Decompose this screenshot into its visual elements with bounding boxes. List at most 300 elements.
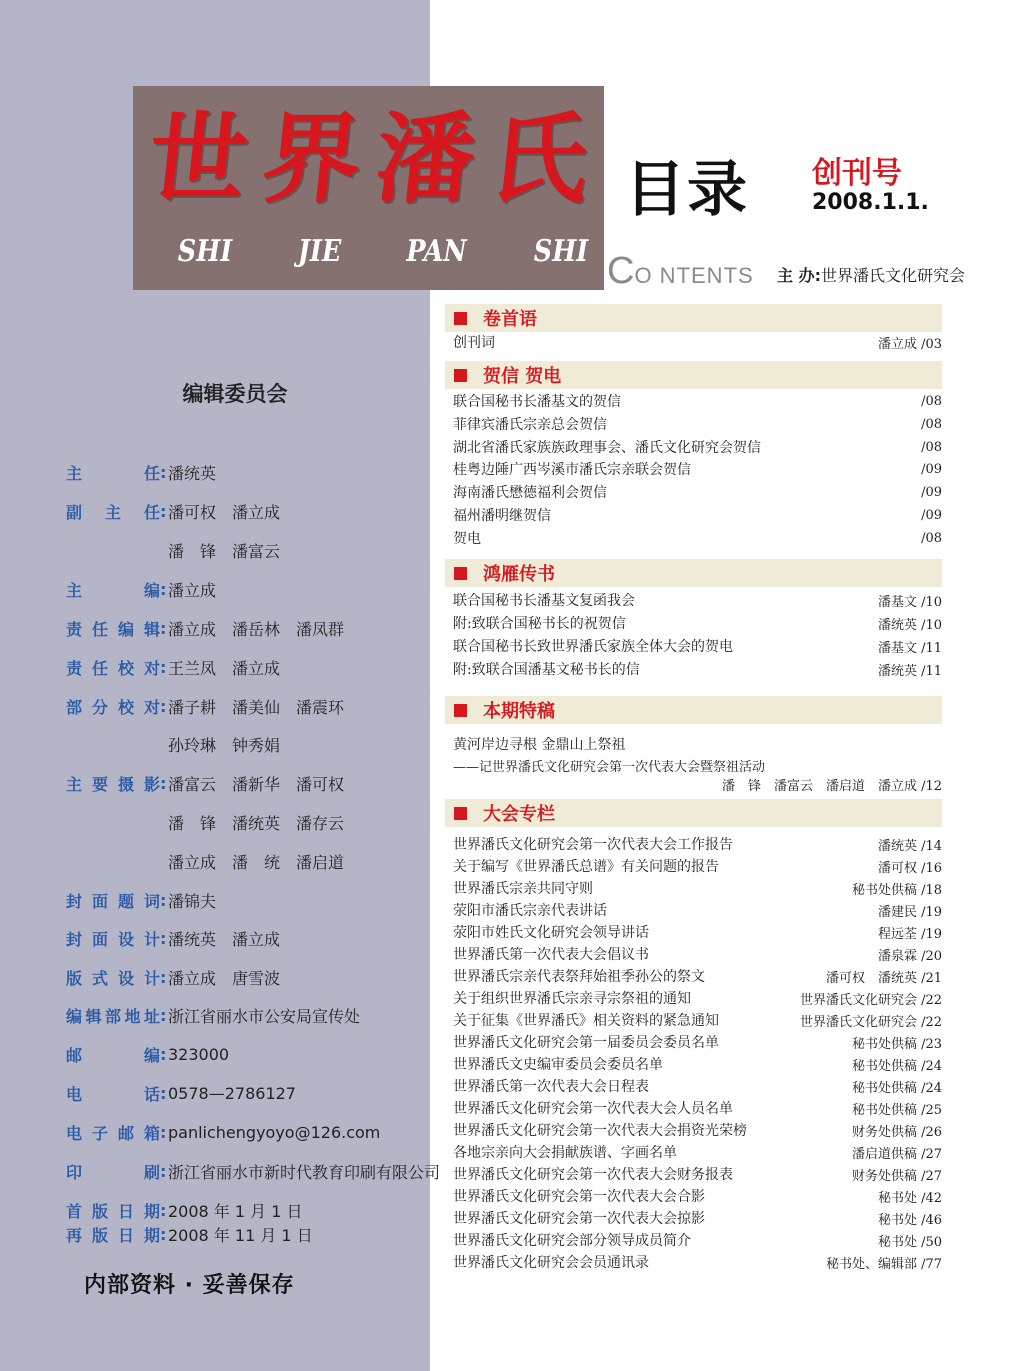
section-marker-icon — [454, 704, 467, 717]
toc-entry[interactable] — [453, 944, 942, 964]
board-name: 潘富云 — [232, 541, 281, 561]
board-role-char: 责 — [66, 658, 83, 678]
board-name: 2008 年 1 月 1 日 — [168, 1201, 303, 1221]
board-names — [168, 1160, 456, 1183]
toc-entry-page: 潘泉霖 /20 — [877, 948, 942, 964]
host-line — [777, 263, 965, 286]
board-role — [66, 1082, 160, 1105]
board-names — [168, 695, 360, 718]
board-name: 潘 统 — [232, 852, 281, 872]
board-role-char: 摄 — [117, 774, 134, 794]
board-colon: : — [160, 657, 167, 677]
section-title: 卷首语 — [483, 309, 537, 330]
board-name: 孙玲琳 — [168, 735, 217, 755]
toc-entry-page: 财务处供稿 /27 — [851, 1168, 942, 1184]
board-role-char: 刷 — [143, 1162, 160, 1182]
board-name: 潘立成 — [168, 619, 217, 639]
board-names — [168, 1123, 396, 1142]
toc-entry[interactable] — [453, 1252, 942, 1272]
board-colon: : — [160, 618, 167, 638]
toc-entry[interactable] — [453, 414, 942, 434]
masthead-romanized — [173, 234, 593, 269]
masthead-roman-word: SHI — [533, 234, 589, 269]
board-role — [66, 500, 160, 523]
toc-entry[interactable] — [453, 966, 942, 986]
board-row — [66, 733, 296, 755]
board-names — [168, 1223, 329, 1246]
board-role-char: 分 — [91, 697, 108, 717]
contents-word — [607, 250, 754, 293]
board-role — [66, 1199, 160, 1222]
board-names — [168, 966, 296, 989]
toc-entry-page: /08 — [921, 530, 942, 546]
toc-entry-title: 世界潘氏文化研究会第一次代表大会掠影 — [453, 1211, 705, 1227]
toc-entry[interactable] — [453, 505, 942, 525]
board-name: 潘统英 — [232, 813, 281, 833]
board-row — [66, 578, 232, 600]
board-role-char: 印 — [66, 1162, 83, 1182]
board-role-char: 编 — [66, 1006, 83, 1026]
board-role-char: 址 — [143, 1006, 160, 1026]
board-role-char: 日 — [117, 1201, 134, 1221]
toc-entry[interactable] — [453, 1208, 942, 1228]
board-role-char: 对 — [143, 697, 160, 717]
toc-entry-title: 关于组织世界潘氏宗亲寻宗祭祖的通知 — [453, 991, 691, 1007]
toc-section-header — [445, 799, 942, 827]
toc-entry-title: 联合国秘书长潘基文的贺信 — [453, 394, 621, 410]
board-role — [66, 617, 160, 640]
board-row — [66, 617, 360, 639]
board-names — [168, 500, 296, 523]
toc-entry-title: 关于征集《世界潘氏》相关资料的紧急通知 — [453, 1013, 719, 1029]
masthead-title — [133, 102, 604, 217]
masthead-roman-word: PAN — [406, 234, 468, 269]
toc-entry[interactable] — [453, 590, 942, 610]
board-colon: : — [160, 1224, 167, 1244]
toc-entry[interactable] — [453, 922, 942, 942]
toc-entry-title: 湖北省潘氏家族族政理事会、潘氏文化研究会贺信 — [453, 440, 761, 456]
board-name: 潘可权 — [168, 502, 217, 522]
board-colon: : — [160, 462, 167, 482]
toc-entry-title: 联合国秘书长致世界潘氏家族全体大会的贺电 — [453, 639, 733, 655]
toc-entry[interactable] — [453, 1230, 942, 1250]
board-role-char: 面 — [91, 891, 108, 911]
board-row — [66, 1199, 319, 1221]
board-name: 潘锦夫 — [168, 891, 217, 911]
toc-entry-title: 世界潘氏文化研究会第一次代表大会人员名单 — [453, 1101, 733, 1117]
toc-entry[interactable] — [453, 1032, 942, 1052]
board-name: 浙江省丽水市公安局宣传处 — [168, 1006, 361, 1026]
board-role-char: 对 — [143, 658, 160, 678]
toc-entry-title: 世界潘氏文化研究会第一届委员会委员名单 — [453, 1035, 719, 1051]
board-name: 潘美仙 — [232, 697, 281, 717]
toc-entry-title: 世界潘氏文化研究会第一次代表大会工作报告 — [453, 837, 733, 853]
toc-entry-page: 潘可权 /16 — [877, 860, 942, 876]
board-name: 潘立成 — [232, 658, 281, 678]
toc-entry-page: 潘统英 /10 — [877, 617, 942, 633]
board-name: 潘存云 — [296, 813, 345, 833]
board-colon: : — [160, 696, 167, 716]
board-role-char: 部 — [66, 697, 83, 717]
board-role-char: 辑 — [85, 1006, 102, 1026]
board-role-char: 任 — [91, 658, 108, 678]
board-colon: : — [160, 1161, 167, 1181]
board-role-char: 校 — [117, 658, 134, 678]
board-row — [66, 1223, 329, 1245]
toc-entry-page: /08 — [921, 416, 942, 432]
board-role — [66, 695, 160, 718]
toc-entry[interactable] — [453, 1054, 942, 1074]
toc-entry[interactable] — [453, 636, 942, 656]
board-role-char: 主 — [66, 463, 83, 483]
toc-entry[interactable] — [453, 878, 942, 898]
board-name: 潘立成 — [232, 502, 281, 522]
toc-entry-title: 附:致联合国潘基文秘书长的信 — [453, 662, 640, 678]
board-row — [66, 656, 296, 678]
board-row — [66, 811, 360, 833]
board-colon: : — [160, 890, 167, 910]
toc-entry-page: 秘书处 /50 — [877, 1234, 942, 1250]
toc-entry-title: 海南潘氏懋德福利会贺信 — [453, 485, 607, 501]
toc-entry[interactable] — [453, 755, 942, 775]
toc-entry-title: 关于编写《世界潘氏总谱》有关问题的报告 — [453, 859, 719, 875]
board-role-char: 期 — [143, 1225, 160, 1245]
masthead-char: 界 — [256, 102, 367, 217]
toc-section-header — [445, 559, 942, 587]
toc-entry-title: 黄河岸边寻根 金鼎山上祭祖 — [453, 737, 626, 753]
board-role-char: 设 — [117, 968, 134, 988]
board-row — [66, 966, 296, 988]
toc-entry-page: /09 — [921, 507, 942, 523]
toc-entry[interactable] — [453, 391, 942, 411]
section-title: 本期特稿 — [483, 701, 555, 722]
masthead-roman-word: JIE — [297, 234, 341, 269]
board-colon: : — [160, 967, 167, 987]
board-names — [168, 617, 360, 640]
board-role — [66, 1121, 160, 1144]
board-role — [66, 656, 160, 679]
board-colon: : — [160, 1044, 167, 1064]
host-label: 主 办: — [777, 266, 821, 285]
board-title: 编辑委员会 — [182, 381, 288, 406]
board-row — [66, 927, 296, 949]
board-role-char: 主 — [66, 580, 83, 600]
board-colon: : — [160, 928, 167, 948]
toc-entry-page: 世界潘氏文化研究会 /22 — [799, 992, 942, 1008]
toc-entry-title: 世界潘氏宗亲共同守则 — [453, 881, 593, 897]
board-role — [66, 966, 160, 989]
board-role-char: 任 — [143, 463, 160, 483]
board-name: 323000 — [168, 1044, 230, 1064]
board-role-char: 邮 — [66, 1045, 83, 1065]
toc-entry-page: 潘统英 /11 — [877, 663, 942, 679]
board-role — [66, 889, 160, 912]
toc-entry-page: /09 — [921, 461, 942, 477]
board-name: 潘凤群 — [296, 619, 345, 639]
toc-entry[interactable] — [453, 1120, 942, 1140]
toc-entry-page: 财务处供稿 /26 — [851, 1124, 942, 1140]
board-row — [66, 1160, 456, 1182]
toc-entry[interactable] — [453, 459, 942, 479]
board-role-char: 编 — [143, 1045, 160, 1065]
board-name: 潘子耕 — [168, 697, 217, 717]
board-role-char: 设 — [117, 929, 134, 949]
contents-heading: 目录 — [625, 155, 749, 225]
toc-entry[interactable] — [453, 856, 942, 876]
toc-entry-title: 创刊词 — [453, 335, 495, 351]
board-name: 潘 锋 — [168, 813, 217, 833]
board-role-char: 箱 — [143, 1123, 160, 1143]
board-colon: : — [160, 501, 167, 521]
board-row — [66, 850, 360, 872]
board-names — [168, 889, 232, 912]
board-role-char: 要 — [91, 774, 108, 794]
toc-entry-title: 各地宗亲向大会捐献族谱、字画名单 — [453, 1145, 677, 1161]
toc-entry[interactable] — [453, 1164, 942, 1184]
board-role — [66, 1043, 160, 1066]
toc-entry-title: 联合国秘书长潘基文复函我会 — [453, 593, 635, 609]
board-name: 潘统英 — [168, 463, 217, 483]
board-role-char: 首 — [66, 1201, 83, 1221]
toc-entry[interactable] — [453, 437, 942, 457]
board-role-char: 词 — [143, 891, 160, 911]
board-role-char: 题 — [117, 891, 134, 911]
board-name: 潘立成 — [168, 852, 217, 872]
toc-entry-title: 世界潘氏宗亲代表祭拜始祖季孙公的祭文 — [453, 969, 705, 985]
board-role-char: 任 — [143, 502, 160, 522]
board-role — [66, 772, 160, 795]
board-names — [168, 461, 232, 484]
board-role-char: 电 — [66, 1084, 83, 1104]
toc-entry[interactable] — [453, 1142, 942, 1162]
toc-entry[interactable] — [453, 734, 942, 754]
board-name: 潘 锋 — [168, 541, 217, 561]
board-names — [168, 539, 296, 562]
board-role — [66, 1160, 160, 1183]
board-role-char: 辑 — [143, 619, 160, 639]
board-role-char: 任 — [91, 619, 108, 639]
toc-entry-title: 世界潘氏文史编审委员会委员名单 — [453, 1057, 663, 1073]
toc-entry-page: /08 — [921, 393, 942, 409]
board-colon: : — [160, 579, 167, 599]
section-title: 贺信 贺电 — [483, 366, 562, 387]
toc-entry[interactable] — [453, 332, 942, 352]
toc-entry[interactable] — [453, 774, 942, 794]
masthead-char: 氏 — [484, 102, 595, 217]
host-name: 世界潘氏文化研究会 — [820, 266, 965, 285]
board-names — [168, 927, 296, 950]
toc-entry[interactable] — [453, 613, 942, 633]
toc-entry-page: 秘书处供稿 /18 — [851, 882, 942, 898]
board-role-char: 版 — [91, 1225, 108, 1245]
board-name: 潘富云 — [168, 774, 217, 794]
board-role-char: 话 — [143, 1084, 160, 1104]
toc-entry[interactable] — [453, 528, 942, 548]
board-names — [168, 811, 360, 834]
toc-entry-page: 潘基文 /10 — [877, 594, 942, 610]
masthead-char: 潘 — [370, 102, 481, 217]
toc-entry-page: 秘书处供稿 /24 — [851, 1058, 942, 1074]
board-name: 潘启道 — [296, 852, 345, 872]
board-role-char: 版 — [66, 968, 83, 988]
board-colon: : — [160, 773, 167, 793]
board-row — [66, 695, 360, 717]
board-name: 潘岳林 — [232, 619, 281, 639]
board-role-char: 式 — [91, 968, 108, 988]
toc-entry-page: 秘书处、编辑部 /77 — [825, 1256, 942, 1272]
board-names — [168, 578, 232, 601]
board-role-char: 面 — [91, 929, 108, 949]
board-row — [66, 1004, 376, 1026]
board-role-char: 封 — [66, 929, 83, 949]
toc-entry[interactable] — [453, 1186, 942, 1206]
board-role-char: 主 — [66, 774, 83, 794]
board-colon: : — [160, 1083, 167, 1103]
board-name: 潘震环 — [296, 697, 345, 717]
masthead-char: 世 — [142, 102, 253, 217]
board-row — [66, 772, 360, 794]
toc-entry[interactable] — [453, 834, 942, 854]
board-role-char: 部 — [104, 1006, 121, 1026]
toc-entry[interactable] — [453, 1010, 942, 1030]
section-title: 大会专栏 — [483, 804, 555, 825]
toc-entry-page: 潘启道供稿 /27 — [851, 1146, 942, 1162]
toc-entry-title: 世界潘氏文化研究会第一次代表大会财务报表 — [453, 1167, 733, 1183]
toc-entry-page: 潘基文 /11 — [877, 640, 942, 656]
contents-rest: O NTENTS — [634, 263, 754, 288]
toc-entry-page: 秘书处 /42 — [877, 1190, 942, 1206]
masthead-roman-word: SHI — [177, 234, 233, 269]
toc-entry-title: 贺电 — [453, 531, 481, 547]
board-names — [168, 1084, 312, 1103]
toc-entry-page: 潘立成 /03 — [877, 336, 942, 352]
toc-section-header — [445, 696, 942, 724]
board-role-char: 编 — [143, 580, 160, 600]
section-marker-icon — [454, 807, 467, 820]
board-role — [66, 461, 160, 484]
board-colon: : — [160, 1122, 167, 1142]
board-role-char: 地 — [124, 1006, 141, 1026]
toc-entry-title: ——记世界潘氏文化研究会第一次代表大会暨祭祖活动 — [453, 759, 766, 775]
section-marker-icon — [454, 312, 467, 325]
board-row — [66, 500, 296, 522]
board-names — [168, 850, 360, 873]
internal-notice: 内部资料 · 妥善保存 — [84, 1273, 295, 1298]
board-role-char: 编 — [117, 619, 134, 639]
toc-entry-title: 世界潘氏文化研究会会员通讯录 — [453, 1255, 649, 1271]
board-names — [168, 1199, 319, 1222]
board-role — [66, 578, 160, 601]
board-role — [66, 1004, 160, 1027]
board-names — [168, 772, 360, 795]
board-role-char: 计 — [143, 929, 160, 949]
board-role-char: 责 — [66, 619, 83, 639]
board-colon: : — [160, 1200, 167, 1220]
toc-entry[interactable] — [453, 482, 942, 502]
toc-entry-title: 菲律宾潘氏宗亲总会贺信 — [453, 417, 607, 433]
toc-entry-title: 世界潘氏文化研究会第一次代表大会捐资光荣榜 — [453, 1123, 747, 1139]
issue-date: 2008.1.1. — [812, 190, 929, 215]
board-row — [66, 539, 296, 561]
board-colon: : — [160, 1005, 167, 1025]
toc-entry-page: 潘可权 潘统英 /21 — [825, 970, 942, 986]
board-role-char: 主 — [104, 502, 121, 522]
board-role-char: 版 — [91, 1201, 108, 1221]
board-row — [66, 1043, 245, 1065]
board-role-char: 副 — [66, 502, 83, 522]
toc-entry[interactable] — [453, 659, 942, 679]
board-names — [168, 656, 296, 679]
board-name: 唐雪波 — [232, 968, 281, 988]
section-title: 鸿雁传书 — [483, 564, 555, 585]
board-name: 潘可权 — [296, 774, 345, 794]
toc-entry-title: 桂粤边陲广西岑溪市潘氏宗亲联会贺信 — [453, 462, 691, 478]
issue-label: 创刊号 — [812, 156, 902, 191]
board-row — [66, 1121, 396, 1143]
board-role-char: 期 — [143, 1201, 160, 1221]
toc-section-header — [445, 304, 942, 332]
board-name: 潘统英 — [168, 929, 217, 949]
board-names — [168, 1045, 245, 1064]
toc-entry[interactable] — [453, 1076, 942, 1096]
board-name: 潘新华 — [232, 774, 281, 794]
toc-entry-title: 荥阳市潘氏宗亲代表讲话 — [453, 903, 607, 919]
board-name: 潘立成 — [232, 929, 281, 949]
toc-entry[interactable] — [453, 1098, 942, 1118]
board-role — [66, 927, 160, 950]
section-marker-icon — [454, 567, 467, 580]
board-row — [66, 461, 232, 483]
board-role-char: 邮 — [117, 1123, 134, 1143]
toc-entry-page: 秘书处供稿 /24 — [851, 1080, 942, 1096]
board-role-char: 计 — [143, 968, 160, 988]
board-name: panlichengyoyo@126.com — [168, 1122, 381, 1142]
board-row — [66, 889, 232, 911]
toc-entry-page: 潘统英 /14 — [877, 838, 942, 854]
toc-entry-page: 秘书处 /46 — [877, 1212, 942, 1228]
board-name: 0578—2786127 — [168, 1083, 296, 1103]
toc-entry-page: 潘建民 /19 — [877, 904, 942, 920]
toc-entry-title: 附:致联合国秘书长的祝贺信 — [453, 616, 626, 632]
board-name: 浙江省丽水市新时代教育印刷有限公司 — [168, 1162, 441, 1182]
toc-section-header — [445, 361, 942, 389]
toc-entry-title: 荥阳市姓氏文化研究会领导讲话 — [453, 925, 649, 941]
toc-entry[interactable] — [453, 988, 942, 1008]
board-role — [66, 1223, 160, 1246]
toc-entry-page: 潘 锋 潘富云 潘启道 潘立成 /12 — [721, 778, 942, 794]
toc-entry-title: 福州潘明继贺信 — [453, 508, 551, 524]
board-name: 潘立成 — [168, 968, 217, 988]
toc-entry-page: 程远荃 /19 — [877, 926, 942, 942]
toc-entry-title: 世界潘氏第一次代表大会倡议书 — [453, 947, 649, 963]
toc-entry-title: 世界潘氏文化研究会第一次代表大会合影 — [453, 1189, 705, 1205]
board-row — [66, 1082, 312, 1104]
toc-entry-page: 秘书处供稿 /23 — [851, 1036, 942, 1052]
board-role-char: 电 — [66, 1123, 83, 1143]
masthead — [133, 86, 604, 290]
board-role-char: 影 — [143, 774, 160, 794]
board-role-char: 再 — [66, 1225, 83, 1245]
board-names — [168, 733, 296, 756]
section-marker-icon — [454, 369, 467, 382]
board-name: 2008 年 11 月 1 日 — [168, 1225, 313, 1245]
contents-initial: C — [607, 250, 635, 292]
toc-entry-page: 世界潘氏文化研究会 /22 — [799, 1014, 942, 1030]
toc-entry-page: /09 — [921, 484, 942, 500]
toc-entry[interactable] — [453, 900, 942, 920]
board-role-char: 日 — [117, 1225, 134, 1245]
board-name: 钟秀娟 — [232, 735, 281, 755]
